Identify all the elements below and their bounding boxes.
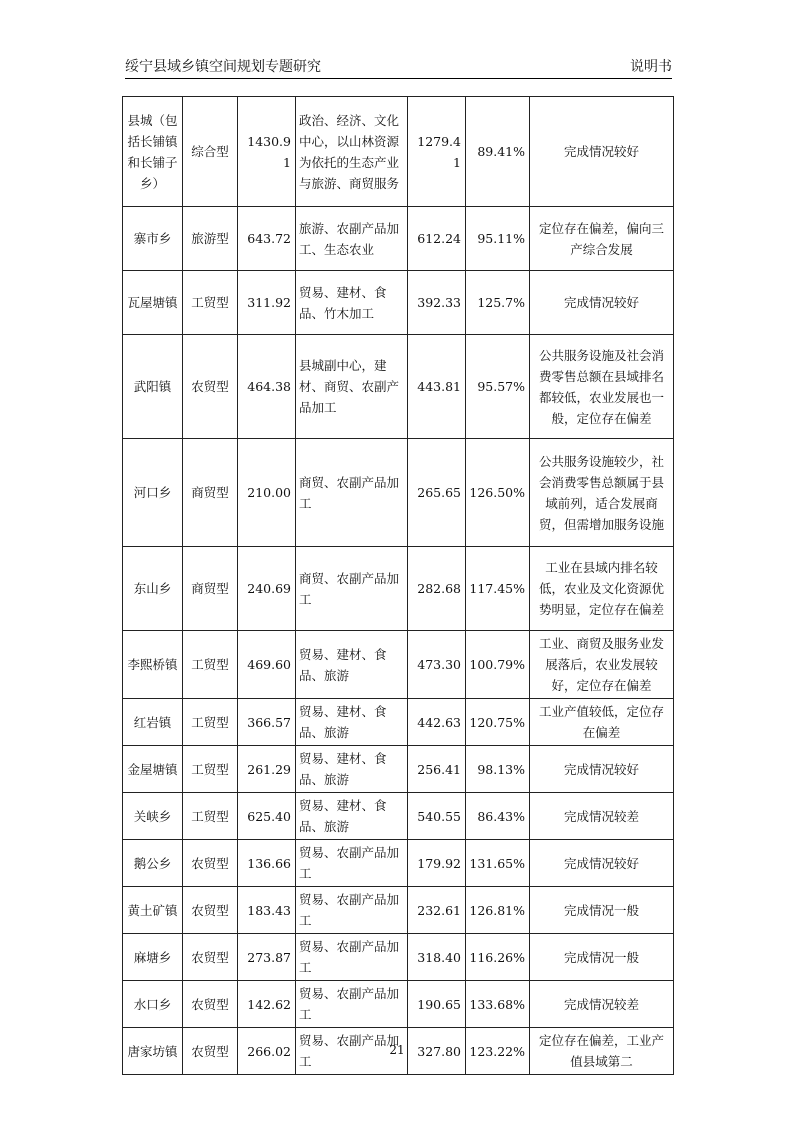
town-name-cell: 瓦屋塘镇: [123, 271, 183, 335]
function-cell: 贸易、农副产品加工: [296, 934, 408, 981]
assessment-cell: 工业产值较低，定位存在偏差: [530, 699, 674, 746]
ratio-cell: 123.22%: [466, 1028, 530, 1075]
town-type-cell: 农贸型: [183, 934, 238, 981]
function-cell: 贸易、建材、食品、旅游: [296, 746, 408, 793]
assessment-cell: 工业、商贸及服务业发展落后，农业发展较好，定位存在偏差: [530, 631, 674, 699]
town-name-cell: 黄土矿镇: [123, 887, 183, 934]
table-row: [123, 793, 674, 840]
assessment-cell: 公共服务设施较少，社会消费零售总额属于县域前列，适合发展商贸，但需增加服务设施: [530, 439, 674, 547]
ratio-cell: 126.50%: [466, 439, 530, 547]
actual-value-cell: 256.41: [408, 746, 466, 793]
ratio-cell: 126.81%: [466, 887, 530, 934]
assessment-cell: 工业在县域内排名较低，农业及文化资源优势明显，定位存在偏差: [530, 547, 674, 631]
planned-value-cell: 273.87: [238, 934, 296, 981]
town-type-cell: 商贸型: [183, 439, 238, 547]
function-cell: 贸易、农副产品加工: [296, 887, 408, 934]
town-type-cell: 商贸型: [183, 547, 238, 631]
town-name-cell: 金屋塘镇: [123, 746, 183, 793]
function-cell: 贸易、建材、食品、旅游: [296, 631, 408, 699]
assessment-cell: 完成情况较好: [530, 746, 674, 793]
function-cell: 贸易、建材、食品、旅游: [296, 793, 408, 840]
function-cell: 贸易、农副产品加工: [296, 1028, 408, 1075]
page-header: [125, 56, 672, 79]
planned-value-cell: 1430.91: [238, 97, 296, 207]
actual-value-cell: 282.68: [408, 547, 466, 631]
actual-value-cell: 179.92: [408, 840, 466, 887]
town-type-cell: 工贸型: [183, 793, 238, 840]
table-row: [123, 840, 674, 887]
town-type-cell: 旅游型: [183, 207, 238, 271]
actual-value-cell: 1279.41: [408, 97, 466, 207]
actual-value-cell: 232.61: [408, 887, 466, 934]
table-row: [123, 439, 674, 547]
actual-value-cell: 612.24: [408, 207, 466, 271]
town-type-cell: 工贸型: [183, 746, 238, 793]
assessment-cell: 完成情况较差: [530, 981, 674, 1028]
town-type-cell: 农贸型: [183, 335, 238, 439]
town-name-cell: 县城（包括长铺镇和长铺子乡）: [123, 97, 183, 207]
town-name-cell: 关峡乡: [123, 793, 183, 840]
town-type-cell: 农贸型: [183, 1028, 238, 1075]
function-cell: 县城副中心，建材、商贸、农副产品加工: [296, 335, 408, 439]
town-planning-table: [122, 96, 674, 1075]
ratio-cell: 117.45%: [466, 547, 530, 631]
ratio-cell: 95.57%: [466, 335, 530, 439]
actual-value-cell: 392.33: [408, 271, 466, 335]
actual-value-cell: 442.63: [408, 699, 466, 746]
town-type-cell: 农贸型: [183, 981, 238, 1028]
actual-value-cell: 265.65: [408, 439, 466, 547]
planned-value-cell: 142.62: [238, 981, 296, 1028]
table-row: [123, 207, 674, 271]
planned-value-cell: 625.40: [238, 793, 296, 840]
planned-value-cell: 311.92: [238, 271, 296, 335]
town-name-cell: 红岩镇: [123, 699, 183, 746]
ratio-cell: 95.11%: [466, 207, 530, 271]
actual-value-cell: 190.65: [408, 981, 466, 1028]
ratio-cell: 125.7%: [466, 271, 530, 335]
table-row: [123, 97, 674, 207]
town-name-cell: 武阳镇: [123, 335, 183, 439]
town-type-cell: 工贸型: [183, 271, 238, 335]
planned-value-cell: 210.00: [238, 439, 296, 547]
ratio-cell: 98.13%: [466, 746, 530, 793]
assessment-cell: 完成情况一般: [530, 934, 674, 981]
planned-value-cell: 136.66: [238, 840, 296, 887]
town-name-cell: 麻塘乡: [123, 934, 183, 981]
function-cell: 旅游、农副产品加工、生态农业: [296, 207, 408, 271]
function-cell: 贸易、建材、食品、旅游: [296, 699, 408, 746]
town-name-cell: 鹅公乡: [123, 840, 183, 887]
ratio-cell: 131.65%: [466, 840, 530, 887]
table-row: [123, 699, 674, 746]
function-cell: 贸易、建材、食品、竹木加工: [296, 271, 408, 335]
assessment-cell: 定位存在偏差，工业产值县域第二: [530, 1028, 674, 1075]
assessment-cell: 定位存在偏差，偏向三产综合发展: [530, 207, 674, 271]
function-cell: 商贸、农副产品加工: [296, 439, 408, 547]
actual-value-cell: 443.81: [408, 335, 466, 439]
assessment-cell: 完成情况较差: [530, 793, 674, 840]
assessment-cell: 公共服务设施及社会消费零售总额在县域排名都较低，农业发展也一般，定位存在偏差: [530, 335, 674, 439]
actual-value-cell: 327.80: [408, 1028, 466, 1075]
planned-value-cell: 643.72: [238, 207, 296, 271]
actual-value-cell: 540.55: [408, 793, 466, 840]
function-cell: 商贸、农副产品加工: [296, 547, 408, 631]
town-type-cell: 农贸型: [183, 840, 238, 887]
ratio-cell: 89.41%: [466, 97, 530, 207]
planned-value-cell: 469.60: [238, 631, 296, 699]
town-name-cell: 河口乡: [123, 439, 183, 547]
ratio-cell: 86.43%: [466, 793, 530, 840]
planned-value-cell: 240.69: [238, 547, 296, 631]
function-cell: 贸易、农副产品加工: [296, 840, 408, 887]
table-row: [123, 631, 674, 699]
planned-value-cell: 266.02: [238, 1028, 296, 1075]
table-row: [123, 746, 674, 793]
assessment-cell: 完成情况一般: [530, 887, 674, 934]
ratio-cell: 100.79%: [466, 631, 530, 699]
actual-value-cell: 318.40: [408, 934, 466, 981]
table-row: [123, 934, 674, 981]
town-name-cell: 李熙桥镇: [123, 631, 183, 699]
table-row: [123, 335, 674, 439]
table-body: [123, 97, 674, 1075]
planned-value-cell: 464.38: [238, 335, 296, 439]
table-row: [123, 981, 674, 1028]
town-type-cell: 农贸型: [183, 887, 238, 934]
table-row: [123, 887, 674, 934]
town-name-cell: 唐家坊镇: [123, 1028, 183, 1075]
town-name-cell: 东山乡: [123, 547, 183, 631]
town-type-cell: 综合型: [183, 97, 238, 207]
actual-value-cell: 473.30: [408, 631, 466, 699]
town-type-cell: 工贸型: [183, 699, 238, 746]
assessment-cell: 完成情况较好: [530, 840, 674, 887]
document-title: 绥宁县域乡镇空间规划专题研究: [125, 59, 321, 75]
planned-value-cell: 183.43: [238, 887, 296, 934]
planned-value-cell: 366.57: [238, 699, 296, 746]
page-number: 21: [389, 1043, 405, 1057]
table-row: [123, 547, 674, 631]
planned-value-cell: 261.29: [238, 746, 296, 793]
assessment-cell: 完成情况较好: [530, 271, 674, 335]
ratio-cell: 120.75%: [466, 699, 530, 746]
ratio-cell: 133.68%: [466, 981, 530, 1028]
function-cell: 贸易、农副产品加工: [296, 981, 408, 1028]
town-name-cell: 水口乡: [123, 981, 183, 1028]
assessment-cell: 完成情况较好: [530, 97, 674, 207]
town-name-cell: 寨市乡: [123, 207, 183, 271]
table-row: [123, 271, 674, 335]
document-type: 说明书: [630, 59, 672, 75]
function-cell: 政治、经济、文化中心，以山林资源为依托的生态产业与旅游、商贸服务: [296, 97, 408, 207]
town-type-cell: 工贸型: [183, 631, 238, 699]
ratio-cell: 116.26%: [466, 934, 530, 981]
